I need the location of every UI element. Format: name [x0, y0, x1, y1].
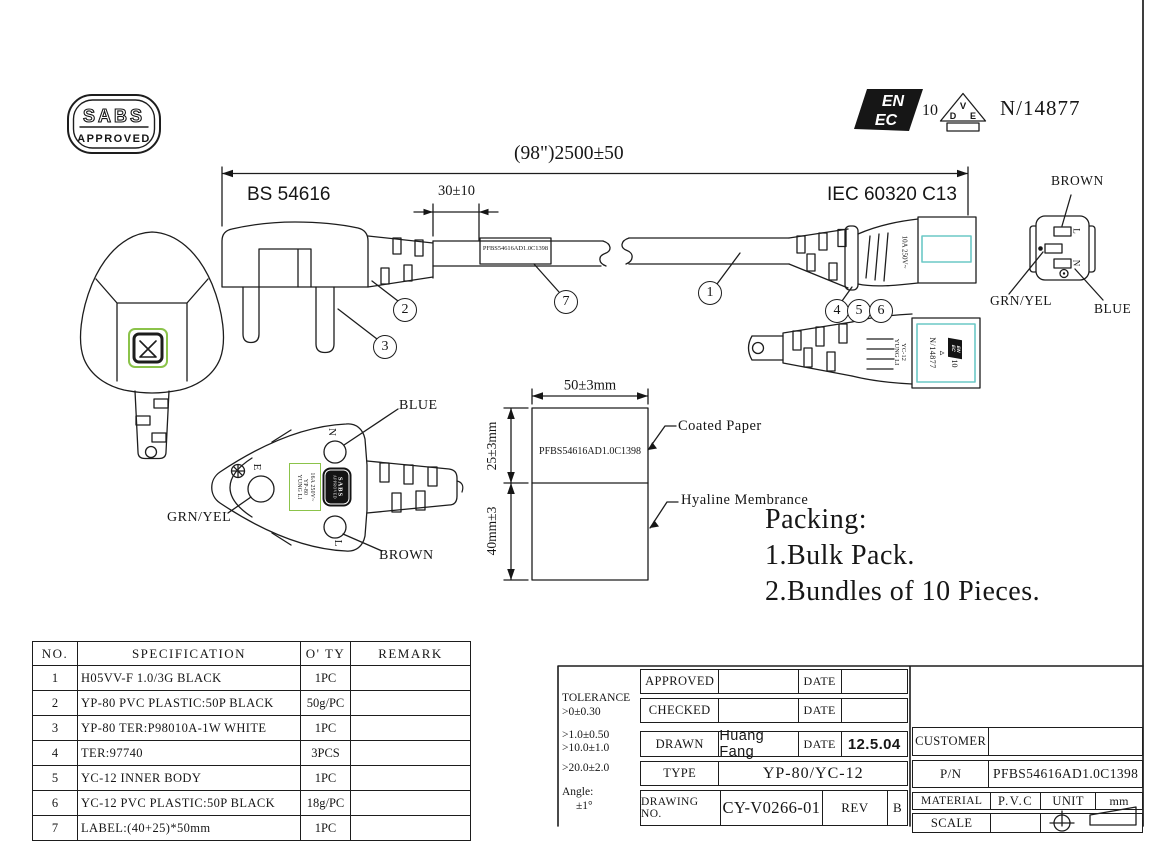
connector-standard-label: IEC 60320 C13: [827, 184, 957, 205]
connector-model: YC-12: [899, 343, 907, 361]
material-value: P.V.C: [990, 793, 1040, 809]
drawing-no-value: CY-V0266-01: [720, 791, 821, 825]
approved-date-label: DATE: [798, 670, 841, 693]
plug-standard-label: BS 54616: [247, 184, 331, 205]
drawing-no-label: DRAWING NO.: [641, 796, 699, 820]
spec-row-5: [33, 766, 471, 791]
spec-remark: [351, 691, 471, 716]
balloon-7: 7: [554, 290, 578, 314]
vde-letter-v: V: [959, 101, 967, 112]
scale-symbols: [1040, 814, 1142, 832]
spec-row-3: [33, 716, 471, 741]
type-value: YP-80/YC-12: [718, 762, 907, 785]
approved-by: [718, 670, 797, 693]
spec-text: YP-80 PVC PLASTIC:50P BLACK: [78, 691, 301, 716]
hyaline-membrance-callout: Hyaline Membrance: [681, 492, 809, 508]
approved-row: [640, 669, 908, 694]
sabs-mini-inner: [325, 470, 350, 505]
plate-logos: [948, 339, 962, 368]
plug-brown-label: BROWN: [379, 548, 434, 563]
plug-l-mark: L: [331, 539, 344, 547]
packing-item-1: 1.Bulk Pack.: [765, 540, 915, 571]
spec-no: 7: [33, 816, 78, 841]
enec-mini-icon: [948, 337, 962, 358]
spec-text: YC-12 PVC PLASTIC:50P BLACK: [78, 791, 301, 816]
spec-no: 5: [33, 766, 78, 791]
label-detail-drawing: [504, 389, 678, 580]
enec-number: 10: [922, 102, 938, 119]
checked-row: [640, 698, 908, 723]
spec-qty: 1PC: [301, 766, 351, 791]
spec-row-1: [33, 666, 471, 691]
strip-dimension-label: 30±10: [438, 183, 475, 199]
c13-side-view: [789, 217, 976, 290]
sabs-mini-icon: [323, 468, 352, 507]
drawn-label: DRAWN: [655, 736, 704, 751]
spec-row-4: [33, 741, 471, 766]
spec-remark: [351, 816, 471, 841]
spec-remark: [351, 716, 471, 741]
spec-header-no: NO.: [33, 642, 78, 666]
checked-label: CHECKED: [648, 703, 711, 717]
cable-label-text: PFBS54616AD1.0C1398: [482, 245, 549, 252]
c13-l-mark: L: [1071, 228, 1082, 234]
balloon-2: 2: [393, 298, 417, 322]
packing-title: Packing:: [765, 504, 867, 535]
label-upper-dim: 25±3mm: [483, 421, 499, 471]
enec-text-top: EN: [881, 93, 905, 110]
spec-text: H05VV-F 1.0/3G BLACK: [78, 666, 301, 691]
plate-enec-number: 10: [950, 359, 960, 368]
plug-brand: YUNG LI: [295, 474, 302, 500]
spec-qty: 3PCS: [301, 741, 351, 766]
label-width-dim: 50±3mm: [563, 377, 617, 394]
plug-model: YP-80: [302, 478, 309, 496]
customer-value: [988, 728, 1142, 755]
scale-value: [990, 814, 1040, 832]
tolerance-4: >20.0±2.0: [562, 762, 610, 774]
drawn-date-label: DATE: [798, 732, 841, 756]
spec-header-row: [33, 642, 471, 666]
coated-paper-callout: Coated Paper: [678, 418, 762, 434]
plate-cert-number: N/14877: [928, 337, 937, 369]
tolerance-1: >0±0.30: [562, 706, 601, 718]
vde-mark-icon: [941, 94, 986, 132]
sabs-mini-title: SABS: [336, 476, 344, 498]
c13-blue-label: BLUE: [1094, 301, 1132, 316]
vde-triangle-icon: ▵: [938, 350, 948, 356]
type-row: [640, 761, 908, 786]
customer-label: CUSTOMER: [915, 734, 987, 748]
balloon-3: 3: [373, 335, 397, 359]
c13-n-mark: N: [1071, 259, 1082, 267]
checked-date: [841, 699, 908, 722]
spec-qty: 18g/PC: [301, 791, 351, 816]
plug-e-mark: E: [250, 463, 263, 471]
label-detail-text: PFBS54616AD1.0C1398: [539, 445, 641, 457]
spec-row-7: [33, 816, 471, 841]
scale-label: SCALE: [930, 815, 973, 830]
pn-row: [912, 760, 1143, 788]
sabs-title: SABS: [82, 106, 146, 126]
vde-letter-e: E: [969, 111, 977, 121]
material-row: [912, 792, 1143, 810]
spec-remark: [351, 766, 471, 791]
spec-header-remark: REMARK: [351, 642, 471, 666]
drawing-no-row: [640, 790, 908, 826]
vde-letter-d: D: [949, 111, 957, 121]
spec-no: 1: [33, 666, 78, 691]
enec-text-bottom: EC: [874, 112, 898, 129]
spec-text: YC-12 INNER BODY: [78, 766, 301, 791]
plate-certification: [921, 324, 969, 382]
c13-grnyel-label: GRN/YEL: [990, 293, 1052, 308]
pn-label: P/N: [939, 766, 962, 781]
rev-value: B: [887, 791, 907, 825]
spec-qty: 1PC: [301, 816, 351, 841]
plug-blue-label: BLUE: [399, 398, 438, 413]
spec-row-2: [33, 691, 471, 716]
scale-row: [912, 813, 1143, 833]
spec-no: 6: [33, 791, 78, 816]
spec-remark: [351, 666, 471, 691]
spec-no: 3: [33, 716, 78, 741]
c13-brown-label: BROWN: [1051, 173, 1104, 188]
spec-text: LABEL:(40+25)*50mm: [78, 816, 301, 841]
spec-header-specification: SPECIFICATION: [78, 642, 301, 666]
angle-value: ±1°: [576, 800, 593, 812]
plug-front-view: [81, 232, 224, 459]
spec-no: 2: [33, 691, 78, 716]
c13-face-view: [1009, 195, 1103, 300]
drawn-date: 12.5.04: [841, 732, 908, 756]
spec-text: YP-80 TER:P98010A-1W WHITE: [78, 716, 301, 741]
tolerance-title: TOLERANCE: [562, 692, 631, 704]
sabs-subtitle: APPROVED: [77, 133, 151, 145]
rev-label: REV: [822, 791, 888, 825]
connector-rating-text: 10A 250V~: [900, 235, 909, 269]
overall-dimension-label: (98")2500±50: [514, 143, 624, 164]
enec-mini-bottom: EC: [950, 343, 955, 352]
connector-brand-text: [892, 339, 906, 366]
tolerance-2: >1.0±0.50: [562, 729, 610, 741]
sabs-mini-subtitle: APPROVED: [332, 474, 337, 500]
drawn-row: [640, 728, 908, 760]
plug-rating: 16A 250V~: [308, 472, 315, 502]
plug-rating-label: [289, 463, 321, 511]
spec-qty: 50g/PC: [301, 691, 351, 716]
balloon-4: 4: [825, 299, 849, 323]
spec-text: TER:97740: [78, 741, 301, 766]
spec-table: [32, 641, 471, 841]
material-label: MATERIAL: [920, 795, 983, 807]
unit-value: mm: [1095, 793, 1142, 809]
label-lower-dim: 40mm±3: [483, 506, 499, 556]
packing-item-2: 2.Bundles of 10 Pieces.: [765, 576, 1041, 607]
spec-no: 4: [33, 741, 78, 766]
strip-dimension-lines: [414, 204, 498, 241]
checked-date-label: DATE: [798, 699, 841, 722]
plug-grnyel-label: GRN/YEL: [167, 510, 232, 525]
balloon-6: 6: [869, 299, 893, 323]
drawn-by: Huang Fang: [718, 732, 797, 756]
plug-side-view: [222, 222, 433, 353]
spec-qty: 1PC: [301, 716, 351, 741]
plug-n-mark: N: [325, 428, 338, 436]
spec-row-6: [33, 791, 471, 816]
type-label: TYPE: [663, 766, 697, 780]
cert-number: N/14877: [1000, 96, 1081, 120]
spec-header-qty: O' TY: [301, 642, 351, 666]
approved-date: [841, 670, 908, 693]
balloon-5: 5: [847, 299, 871, 323]
pn-value: PFBS54616AD1.0C1398: [988, 761, 1142, 787]
checked-by: [718, 699, 797, 722]
tolerance-3: >10.0±1.0: [562, 742, 610, 754]
unit-label: UNIT: [1040, 793, 1096, 809]
spec-qty: 1PC: [301, 666, 351, 691]
enec-mini-top: EN: [955, 344, 961, 353]
balloon-1: 1: [698, 281, 722, 305]
spec-remark: [351, 791, 471, 816]
connector-brand: YUNG LI: [893, 338, 900, 366]
angle-label: Angle:: [562, 786, 594, 798]
spec-remark: [351, 741, 471, 766]
customer-row: [912, 727, 1143, 756]
approved-label: APPROVED: [645, 674, 715, 688]
